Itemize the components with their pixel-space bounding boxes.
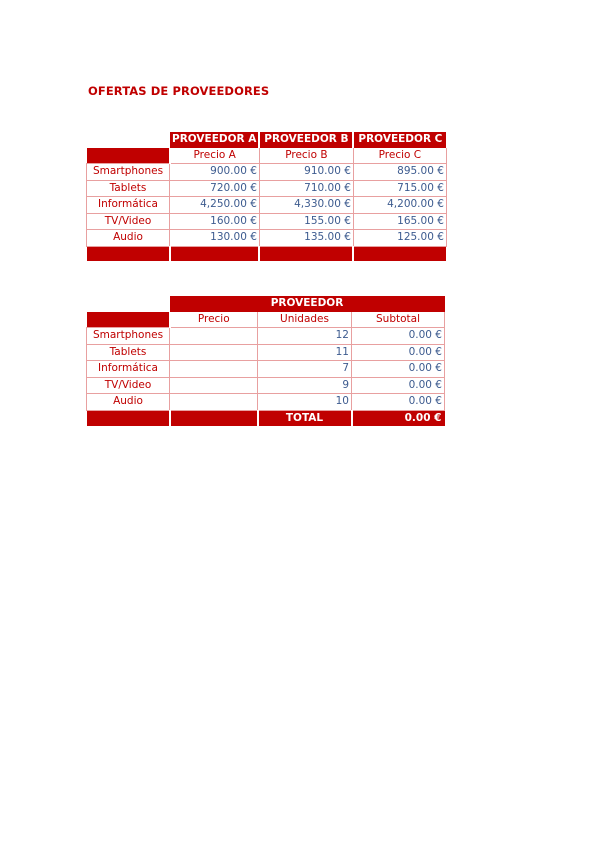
price-cell[interactable]: 895.00 € xyxy=(353,164,446,181)
table-row xyxy=(87,328,445,345)
summary-total-bar xyxy=(87,410,445,426)
table-row xyxy=(87,344,445,361)
offers-subheader-row xyxy=(87,148,447,164)
unidades-cell[interactable]: 12 xyxy=(258,328,352,345)
price-cell[interactable]: 165.00 € xyxy=(353,213,446,230)
red-label-header-cell[interactable] xyxy=(87,312,170,328)
precio-cell[interactable] xyxy=(170,361,258,378)
price-cell[interactable]: 715.00 € xyxy=(353,180,446,197)
table-row xyxy=(87,361,445,378)
subtotal-cell[interactable]: 0.00 € xyxy=(352,361,445,378)
subtotal-cell[interactable]: 0.00 € xyxy=(352,344,445,361)
subtotal-cell[interactable]: 0.00 € xyxy=(352,394,445,411)
summary-table xyxy=(86,296,445,426)
price-cell[interactable]: 160.00 € xyxy=(170,213,260,230)
footer-cell[interactable] xyxy=(170,246,260,261)
row-label[interactable]: Audio xyxy=(87,394,170,411)
footer-cell[interactable] xyxy=(259,246,353,261)
price-cell[interactable]: 135.00 € xyxy=(259,230,353,247)
unidades-cell[interactable]: 10 xyxy=(258,394,352,411)
subheader-unidades[interactable]: Unidades xyxy=(258,312,352,328)
row-label[interactable]: Informática xyxy=(87,361,170,378)
precio-cell[interactable] xyxy=(170,377,258,394)
price-cell[interactable]: 720.00 € xyxy=(170,180,260,197)
empty-corner-cell xyxy=(87,296,170,312)
row-label[interactable]: Tablets xyxy=(87,180,170,197)
precio-cell[interactable] xyxy=(170,394,258,411)
subheader-precio-b[interactable]: Precio B xyxy=(259,148,353,164)
table-row xyxy=(87,164,447,181)
total-label[interactable]: TOTAL xyxy=(258,410,352,426)
price-cell[interactable]: 4,330.00 € xyxy=(259,197,353,214)
subheader-precio-c[interactable]: Precio C xyxy=(353,148,446,164)
subheader-precio[interactable]: Precio xyxy=(170,312,258,328)
offers-header-row xyxy=(87,132,447,148)
table-row xyxy=(87,230,447,247)
offers-footer-bar xyxy=(87,246,447,261)
footer-cell[interactable] xyxy=(87,410,170,426)
row-label[interactable]: Informática xyxy=(87,197,170,214)
price-cell[interactable]: 130.00 € xyxy=(170,230,260,247)
empty-corner-cell xyxy=(87,132,170,148)
table-row xyxy=(87,394,445,411)
subheader-subtotal[interactable]: Subtotal xyxy=(352,312,445,328)
price-cell[interactable]: 4,250.00 € xyxy=(170,197,260,214)
footer-cell[interactable] xyxy=(170,410,258,426)
precio-cell[interactable] xyxy=(170,344,258,361)
subtotal-cell[interactable]: 0.00 € xyxy=(352,377,445,394)
price-cell[interactable]: 155.00 € xyxy=(259,213,353,230)
unidades-cell[interactable]: 7 xyxy=(258,361,352,378)
header-proveedor[interactable]: PROVEEDOR xyxy=(170,296,445,312)
table-row xyxy=(87,213,447,230)
header-proveedor-c[interactable]: PROVEEDOR C xyxy=(353,132,446,148)
red-label-header-cell[interactable] xyxy=(87,148,170,164)
subtotal-cell[interactable]: 0.00 € xyxy=(352,328,445,345)
unidades-cell[interactable]: 11 xyxy=(258,344,352,361)
price-cell[interactable]: 125.00 € xyxy=(353,230,446,247)
price-cell[interactable]: 910.00 € xyxy=(259,164,353,181)
header-proveedor-b[interactable]: PROVEEDOR B xyxy=(259,132,353,148)
table-row xyxy=(87,197,447,214)
footer-cell[interactable] xyxy=(353,246,446,261)
row-label[interactable]: Smartphones xyxy=(87,328,170,345)
total-value[interactable]: 0.00 € xyxy=(352,410,445,426)
summary-header-row xyxy=(87,296,445,312)
summary-subheader-row xyxy=(87,312,445,328)
offers-table xyxy=(86,132,447,261)
header-proveedor-a[interactable]: PROVEEDOR A xyxy=(170,132,260,148)
row-label[interactable]: TV/Video xyxy=(87,213,170,230)
price-cell[interactable]: 4,200.00 € xyxy=(353,197,446,214)
precio-cell[interactable] xyxy=(170,328,258,345)
price-cell[interactable]: 900.00 € xyxy=(170,164,260,181)
subheader-precio-a[interactable]: Precio A xyxy=(170,148,260,164)
row-label[interactable]: Audio xyxy=(87,230,170,247)
unidades-cell[interactable]: 9 xyxy=(258,377,352,394)
price-cell[interactable]: 710.00 € xyxy=(259,180,353,197)
table-row xyxy=(87,377,445,394)
row-label[interactable]: Tablets xyxy=(87,344,170,361)
page-title: OFERTAS DE PROVEEDORES xyxy=(88,84,270,98)
row-label[interactable]: Smartphones xyxy=(87,164,170,181)
footer-cell[interactable] xyxy=(87,246,170,261)
table-row xyxy=(87,180,447,197)
row-label[interactable]: TV/Video xyxy=(87,377,170,394)
